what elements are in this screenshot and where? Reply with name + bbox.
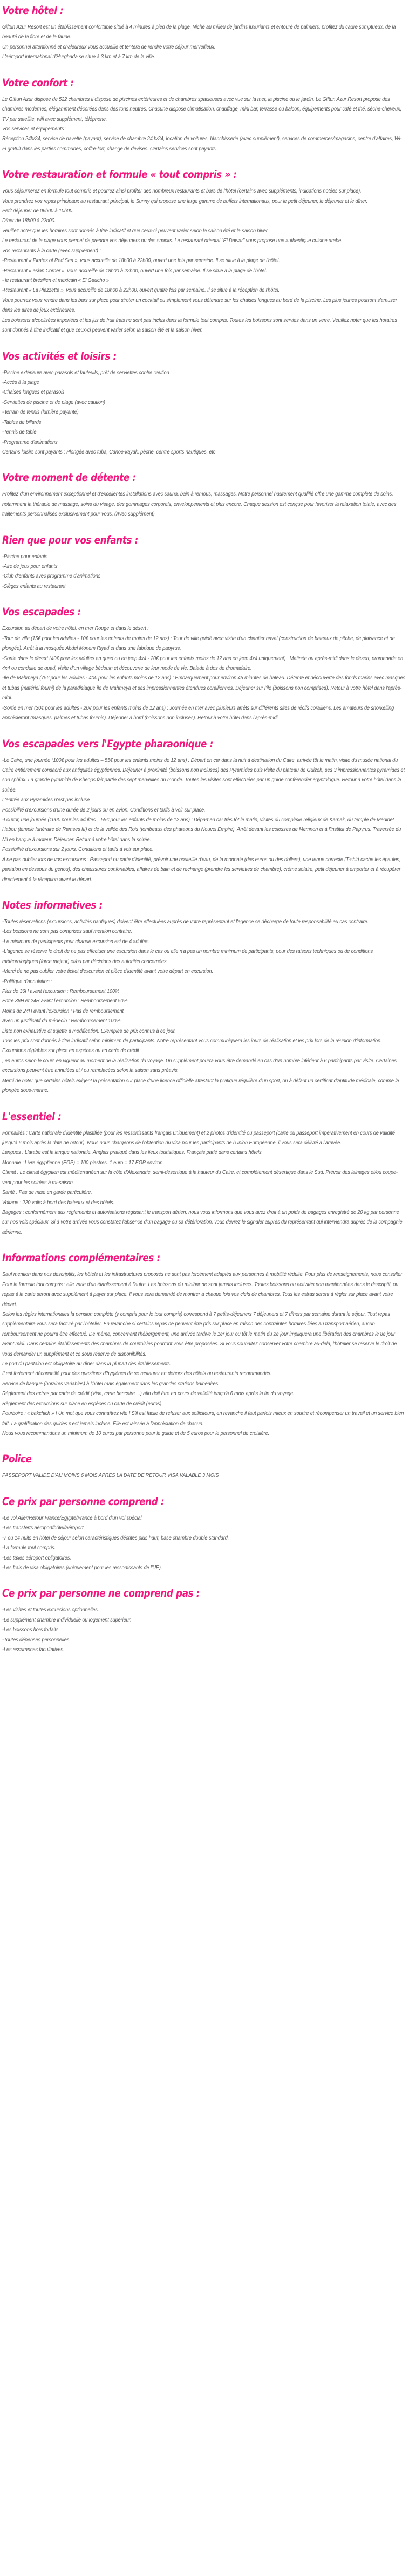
paragraph: Veuillez noter que les horaires sont donnés à titre indicatif et que ceux-ci peuvent varier selon la saison été et la saison hiver.: [2, 228, 269, 234]
section-votre-restauration: [2, 168, 406, 335]
paragraph: Possibilité d'excursions d'une durée de 2 jours ou en avion. Conditions et tarifs à voir sur place.: [2, 807, 206, 813]
paragraph: -Les boissons hors forfaits.: [2, 1627, 60, 1633]
section-body: [2, 1129, 406, 1238]
paragraph: Les boissons alcoolisées importées et les jus de fruit frais ne sont pas inclus dans la formule tout compris. Toutes les boissons sont servies dans un verre. Veuillez noter que les horaires sont donnés à titre indicatif et que ceux-ci peuvent varier selon la saison été et la saison hiver.: [2, 317, 397, 334]
paragraph: -Sortie dans le désert (40€ pour les adultes en quad ou en jeep 4x4 - 20€ pour les enfants moins de 12 ans en jeep 4x4 uniquement) : Matinée ou après-midi dans le désert, promenade en 4x4 ou conduite de quad, visite d'un village bédouin et découverte de leur mode de vie. Balade à dos de dromadaire.: [2, 655, 403, 671]
section-body: [2, 756, 406, 885]
paragraph: -Toutes réservations (excursions, activités nautiques) doivent être effectuées auprès de votre représentant et l'agence se décharge de toute responsabilité au cas contraire.: [2, 919, 369, 925]
section-votre-moment-de-detente: [2, 471, 406, 519]
section-title: L'essentiel :: [2, 1110, 62, 1123]
paragraph: Formalités : Carte nationale d'identité plastifiée (pour les ressortissants français uniquement) et 2 photos d'identité ou passeport (carte ou passeport impérativement en cours de validité jusqu'à 6 mois après la date de retour). Nous nous chargeons de l'obtention du visa pour les participants de l'Union Européenne, il vous sera délivré à l'arrivée.: [2, 1130, 395, 1146]
paragraph: Excursion au départ de votre hôtel, en mer Rouge et dans le désert :: [2, 626, 149, 632]
paragraph: -Le minimum de participants pour chaque excursion est de 4 adultes.: [2, 938, 150, 945]
paragraph: Le port du pantalon est obligatoire au dîner dans la plupart des établissements.: [2, 1361, 172, 1368]
section-notes-informatives: [2, 899, 406, 1096]
paragraph: Merci de noter que certains hôtels exigent la présentation sur place d'une licence officielle attestant la pratique régulière d'un sport, ou à défaut un certificat d'aptitude médicale, comme la plongée sous-marine.: [2, 1077, 399, 1094]
paragraph: -Programme d'animations: [2, 439, 58, 445]
paragraph: Bagages : conformément aux règlements et autorisations régissant le transport aérien, nous vous informons que vous avez droit à un poids de bagages enregistré de 20 kg par personne sur nos vols spéciaux. Si à votre arrivée vous constatez l'absence d'un bagage ou sa détérioration, vous devrez le signaler auprès du représentant qui interviendra auprès de la compagnie aérienne.: [2, 1209, 403, 1235]
document-content: [2, 4, 406, 1655]
paragraph: Pour la formule tout compris : elle varie d'un établissement à l'autre. Les boissons du minibar ne sont jamais incluses. Toutes boissons ou activités non mentionnées dans le descriptif, ou repas à la carte seront avec supplément à payer sur place. Il vous sera demandé de montrer à chaque fois vos clefs de chambres. Tous les extras seront à régler sur place avant votre départ.: [2, 1281, 399, 1308]
paragraph: -Les visites et toutes excursions optionnelles.: [2, 1607, 99, 1613]
paragraph: Liste non exhaustive et sujette à modification. Exemples de prix connus à ce jour.: [2, 1028, 176, 1034]
paragraph: Vos restaurants à la carte (avec supplément) :: [2, 248, 101, 254]
paragraph: Langues : L'arabe est la langue nationale. Anglais pratiqué dans les lieux touristiques. Français parlé dans certains hôtels.: [2, 1150, 263, 1156]
section-title: Ce prix par personne ne comprend pas :: [2, 1587, 200, 1600]
paragraph: , en euros selon le cours en vigueur au moment de la réalisation du voyage. Un supplément pourra vous être demandé en cas d'un nombre inférieur à 6 participants par visite. Certaines excursions peuvent être annulées et / ou remplacées selon la saison sans préavis.: [2, 1057, 397, 1074]
paragraph: Tous les prix sont donnés à titre indicatif selon minimum de participants. Notre représentant vous communiquera les jours de réalisation et les prix lors de la réunion d'information. Excursions réglables sur place en espèces ou en carte de crédit: [2, 1038, 382, 1054]
paragraph: -Chaises longues et parasols: [2, 389, 65, 396]
paragraph: PASSEPORT VALIDE D'AU MOINS 6 MOIS APRES LA DATE DE RETOUR VISA VALABLE 3 MOIS: [2, 1473, 219, 1479]
section-votre-confort: [2, 77, 406, 155]
paragraph: -Accès à la plage: [2, 379, 39, 386]
section-votre-hotel: [2, 4, 406, 63]
paragraph: Le Giftun Azur dispose de 522 chambres Il dispose de piscines extérieures et de chambres spacieuses avec vue sur la mer, la piscine ou le jardin. Le Giftun Azur Resort propose des chambres modernes, élégamment décorées dans des tons neutres. Chacune dispose climatisation, chauffage, mini bar, terrasse ou balcon, équipements pour café et thé, sèche-cheveux, TV par satellite, wifi avec supplément, téléphone.: [2, 96, 401, 122]
paragraph: -Restaurant « La Piazzetta », vous accueille de 18h00 à 22h00, ouvert quatre fois par semaine. Il se situe à la réception de l'hôtel.: [2, 287, 280, 294]
section-title: Notes informatives :: [2, 899, 103, 911]
paragraph: Règlement des excursions sur place en espèces ou carte de crédit (euros).: [2, 1400, 163, 1407]
section-body: [2, 917, 406, 1096]
section-body: [2, 1471, 406, 1481]
section-vos-escapades-egypte: [2, 738, 406, 885]
paragraph: Giftun Azur Resort est un établissement confortable situé à 4 minutes à pied de la plage. Niché au milieu de jardins luxuriants et entouré de palmiers, profitez du cadre somptueux, de la beauté de la flore et de la faune.: [2, 24, 396, 40]
paragraph: -Piscine pour enfants: [2, 553, 48, 560]
paragraph: Dîner de 18h00 à 22h00.: [2, 218, 56, 224]
paragraph: Possibilité d'excursions sur 2 jours. Conditions et tarifs à voir sur place.: [2, 847, 154, 853]
paragraph: -Tennis de table: [2, 429, 37, 436]
section-body: [2, 368, 406, 458]
section-title: Votre hôtel :: [2, 4, 64, 17]
paragraph: -Piscine extérieure avec parasols et fauteuils, prêt de serviettes contre caution: [2, 369, 169, 376]
section-title: Votre restauration et formule « tout compris » :: [2, 168, 237, 181]
paragraph: Certains loisirs sont payants : Plongée avec tuba, Canoë-kayak, pêche, centre sports nautiques, etc: [2, 449, 216, 455]
paragraph: -Les taxes aéroport obligatoires.: [2, 1555, 71, 1561]
section-title: Votre confort :: [2, 76, 74, 89]
paragraph: -Sièges enfants au restaurant: [2, 583, 66, 589]
paragraph: - le restaurant brésilien et mexicain « El Gaucho »: [2, 278, 109, 284]
paragraph: Vos services et équipements :: [2, 126, 67, 132]
paragraph: -7 ou 14 nuits en hôtel de séjour selon caractéristiques décrites plus haut, base chambre double standard.: [2, 1535, 229, 1541]
paragraph: Il est fortement déconseillé pour des questions d'hygiènes de se restaurer en dehors des hôtels ou restaurants recommandés.: [2, 1371, 272, 1377]
section-informations-complementaires: [2, 1252, 406, 1439]
section-body: [2, 23, 406, 63]
paragraph: Vous prendrez vos repas principaux au restaurant principal, le Sunny qui propose une large gamme de buffets internationaux, pour le petit déjeuner, le déjeuner et le dîner.: [2, 198, 368, 204]
section-police: [2, 1453, 406, 1481]
paragraph: - terrain de tennis (lumière payante): [2, 409, 79, 416]
paragraph: Profitez d'un environnement exceptionnel et d'excellentes installations avec sauna, bain à remous, massages. Notre personnel hautement qualifié offre une gamme complète de soins, notamment la thérapie de massage, soins du visage, des gommages corporels, enveloppements et plus encore. Chaque session est conçue pour favoriser la relaxation totale, avec des traitements personnalisés exclusivement pour vous. (Avec supplément).: [2, 491, 397, 518]
paragraph: -La formule tout compris.: [2, 1545, 56, 1551]
paragraph: Voltage : 220 volts à bord des bateaux et des hôtels.: [2, 1199, 114, 1206]
section-body: [2, 490, 406, 519]
paragraph: -Sortie en mer (30€ pour les adultes - 20€ pour les enfants moins de 12 ans) : Journée en mer avec plusieurs arrêts sur différents sites de récifs coralliens. Les amateurs de snorkelling apprécieront (masques, palmes et tubas fournis). Déjeuner à bord (boissons non incluses). Retour à votre hôtel dans l'après-midi.: [2, 705, 394, 722]
paragraph: Plus de 36H avant l'excursion : Remboursement 100%: [2, 988, 120, 994]
paragraph: -L'agence se réserve le droit de ne pas effectuer une excursion dans le cas ou elle n'a pas un nombre minimum de participants, pour des raisons techniques ou de conditions météorologiques (force majeur) et/ou par décisions des autorités concernées.: [2, 949, 373, 965]
paragraph: Vous pourrez vous rendre dans les bars sur place pour siroter un cocktail ou simplement vous détendre sur les chaises longues au bord de la piscine. Les plus jeunes pourront s'amuser dans les aires de jeux extérieures.: [2, 297, 397, 314]
paragraph: -Toutes dépenses personnelles.: [2, 1637, 71, 1643]
paragraph: Un personnel attentionné et chaleureux vous accueille et tentera de rendre votre séjour merveilleux.: [2, 44, 216, 50]
section-title: Informations complémentaires :: [2, 1252, 160, 1265]
section-title: Ce prix par personne comprend :: [2, 1495, 165, 1508]
section-title: Police: [2, 1453, 32, 1466]
section-rien-que-pour-vos-enfants: [2, 534, 406, 592]
paragraph: -Les frais de visa obligatoires (uniquement pour les ressortissants de l'UE).: [2, 1564, 162, 1571]
paragraph: L'aéroport international d'Hurghada se situe à 3 km et à 7 km de la ville.: [2, 54, 155, 60]
paragraph: -Le vol Aller/Retour France/Egypte/France à bord d'un vol spécial.: [2, 1515, 143, 1521]
section-body: [2, 1514, 406, 1574]
paragraph: L'entrée aux Pyramides n'est pas incluse: [2, 797, 90, 803]
paragraph: -Louxor, une journée (100€ pour les adultes – 55€ pour les enfants de moins de 12 ans) : Départ en car très tôt le matin, visites du complexe religieux de Karnak, du temple de Médinet Habou (temple funéraire de Ramses III) et de la vallée des Rois (tombeaux des pharaons du Nouvel Empire). Arrêt devant les colosses de Memnon et à l'institut de Papyrus. Traversée du Nil en barque à moteur. Déjeuner. Retour à votre hôtel dans la soirée.: [2, 817, 401, 843]
paragraph: Pourboire : « bakchich » ! Un mot que vous connaîtrez vite ! S'il est facile de refuser aux solliciteurs, en revanche il faut parfois mieux en sourire et récompenser un travail et un service bien fait. La gratification des guides n'est jamais incluse. Elle est laissée à l'appréciation de chacun.: [2, 1411, 404, 1427]
section-vos-escapades: [2, 606, 406, 723]
paragraph: Climat : Le climat égyptien est méditerranéen sur la côte d'Alexandrie, semi-désertique à la hauteur du Caire, et complètement désertique dans le Sud. Prévoir des lainages et/ou coupe-vent pour les soirées à mi-saison.: [2, 1170, 398, 1186]
paragraph: Réception 24h/24, service de navette (payant), service de chambre 24 h/24, location de voitures, blanchisserie (avec supplément), services de commerces/magasins, centre d'affaires, Wi-Fi gratuit dans les parties communes, coffre-fort, change de devises. Certains services sont payants.: [2, 136, 402, 152]
section-body: [2, 95, 406, 155]
paragraph: Petit déjeuner de 06h00 à 10h00.: [2, 208, 74, 215]
paragraph: -Politique d'annulation :: [2, 978, 52, 985]
paragraph: Entre 36H et 24H avant l'excursion : Remboursement 50%: [2, 998, 128, 1005]
section-ce-prix-par-personne-comprend: [2, 1495, 406, 1574]
paragraph: -Serviettes de piscine et de plage (avec caution): [2, 399, 105, 406]
section-title: Vos escapades :: [2, 606, 81, 619]
paragraph: -Club d'enfants avec programme d'animations: [2, 573, 101, 580]
section-body: [2, 1605, 406, 1655]
section-ce-prix-par-personne-ne-comprend-pas: [2, 1587, 406, 1655]
section-body: [2, 1270, 406, 1439]
section-title: Vos escapades vers l'Egypte pharaonique :: [2, 737, 213, 750]
paragraph: Vous séjournerez en formule tout compris et pourrez ainsi profiter des nombreux restaurants et bars de l'hôtel (certains avec suppléments, indications notées sur place).: [2, 188, 362, 195]
section-title: Vos activités et loisirs :: [2, 349, 117, 362]
paragraph: Avec un justificatif du médecin : Remboursement 100%: [2, 1018, 121, 1025]
paragraph: Selon les règles internationales la pension complète (y compris pour le tout compris) correspond à 7 petits-déjeuners 7 déjeuners et 7 dîners par semaine durant le séjour. Tout repas supplémentaire vous sera facturé par l'hôtelier. En revanche si certains repas ne peuvent être pris sur place en raison des contraintes horaires liées au transport aérien, aucun remboursement ne pourra être effectué. De même, concernant l'hébergement, une arrivée tardive le 1er jour ou tôt le matin du 2e jour impliquera une libération des chambres le 8e jour avant midi. Dans certains établissements des chambres de courtoisies pourront vous être proposées. Si vous souhaitez conserver votre chambre au-delà, l'hôtelier se réserve le droit de vous demander un supplément et ce sous réserve de disponibilités.: [2, 1311, 397, 1357]
paragraph: Nous vous recommandons un minimum de 10 euros par personne pour le guide et de 5 euros pour le personnel de croisière.: [2, 1430, 270, 1437]
paragraph: -Restaurant « Pirates of Red Sea », vous accueille de 18h00 à 22h00, ouvert une fois par semaine. Il se situe à la plage de l'hôtel.: [2, 258, 280, 264]
paragraph: Règlement des extras par carte de crédit (Visa, carte bancaire ...) afin doit être en cours de validité jusqu'à 6 mois après la fin du voyage.: [2, 1391, 295, 1397]
section-body: [2, 187, 406, 335]
paragraph: -Restaurant « asian Corner », vous accueille de 18h00 à 22h00, ouvert une fois par semaine. Il se situe à la plage de l'hôtel.: [2, 267, 267, 274]
section-title: Votre moment de détente :: [2, 471, 136, 484]
section-l-essentiel: [2, 1110, 406, 1238]
section-body: [2, 552, 406, 592]
section-vos-activites: [2, 350, 406, 458]
paragraph: -Le Caire, une journée (100€ pour les adultes – 55€ pour les enfants moins de 12 ans) : Départ en car dans la nuit à destination du Caire, arrivée tôt le matin, visite du musée national du Caire entièrement consacré aux antiquités égyptiennes. Déjeuner à proximité (boissons non incluses) des Pyramides puis visite du plateau de Guizeh, ses 3 impressionnantes pyramides et son sphinx. La grande pyramide de Kheops fait partie des sept merveilles du monde. Toutes les visites sont effectuées par un guide conférencier égyptologue. Retour à votre hôtel dans la soirée.: [2, 757, 405, 793]
section-body: [2, 624, 406, 723]
paragraph: -Le supplément chambre individuelle ou logement supérieur.: [2, 1617, 132, 1623]
paragraph: Monnaie : Livre égyptienne (EGP) = 100 piastres. 1 euro = 17 EGP environ.: [2, 1159, 164, 1166]
paragraph: Service de banque (horaires variables) à l'hôtel mais également dans les grandes stations balnéaires.: [2, 1380, 220, 1387]
paragraph: -Aire de jeux pour enfants: [2, 564, 58, 570]
paragraph: A ne pas oublier lors de vos excursions : Passeport ou carte d'identité, prévoir une bouteille d'eau, de la monnaie (des euros ou des dollars), une tenue correcte (T-shirt cache les épaules, pantalon en dessous du genou), des chaussures confortables, affaires de bain et de rechange (prendre les serviettes de chambre), crème solaire, petit déjeuner à emporter et à récupérer directement à la réception avant le départ.: [2, 856, 401, 883]
paragraph: Santé : Pas de mise en garde particulière.: [2, 1190, 92, 1196]
paragraph: Le restaurant de la plage vous permet de prendre vos déjeuners ou des snacks. Le restaurant oriental "El Dawar" vous propose une authentique cuisine arabe.: [2, 238, 343, 244]
paragraph: -Merci de ne pas oublier votre ticket d'excursion et pièce d'identité avant votre départ en excursion.: [2, 968, 213, 975]
paragraph: Moins de 24H avant l'excursion : Pas de remboursement: [2, 1008, 124, 1014]
paragraph: Sauf mention dans nos descriptifs, les hôtels et les infrastructures proposés ne sont pas forcément adaptés aux personnes à mobilité réduite. Pour plus de renseignements, nous consulter: [2, 1272, 403, 1278]
paragraph: -Ile de Mahmeya (75€ pour les adultes - 40€ pour les enfants moins de 12 ans) : Embarquement pour environ 45 minutes de bateau. Détente et découverte des fonds marins avec masques et tubas (matériel fourni) de la paradisiaque île de Mahmeya et ses impressionnantes étendues coralliennes. Déjeuner sur l'île (boissons non comprises). Retour à votre hôtel dans l'après-midi.: [2, 675, 405, 702]
paragraph: -Les assurances facultatives.: [2, 1647, 65, 1653]
paragraph: -Les transferts aéroport/hôtel/aéroport.: [2, 1525, 85, 1531]
paragraph: -Tour de ville (15€ pour les adultes - 10€ pour les enfants de moins de 12 ans) : Tour de ville guidé avec visite d'un chantier naval (construction de bateaux de pêche, de plaisance et de plongée). Arrêt à la mosquée Abdel Monem Riyad et dans une fabrique de papyrus.: [2, 635, 395, 652]
paragraph: -Tables de billards: [2, 419, 42, 425]
paragraph: -Les boissons ne sont pas comprises sauf mention contraire.: [2, 929, 132, 935]
section-title: Rien que pour vos enfants :: [2, 533, 138, 546]
